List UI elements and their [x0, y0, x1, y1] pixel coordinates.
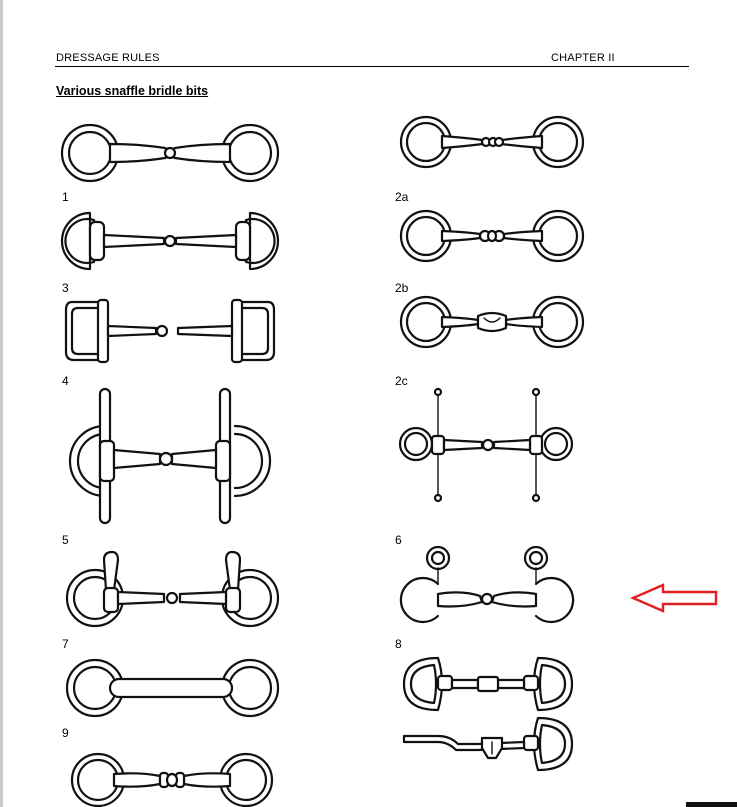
- window-corner-bar: [686, 802, 737, 807]
- bit-label-2a: 2a: [395, 190, 409, 204]
- bit-illustration-5: [60, 386, 290, 526]
- page-left-edge: [0, 0, 3, 807]
- bit-illustration-4: [60, 296, 290, 368]
- red-arrow-left-icon: [630, 582, 720, 614]
- bit-label-3: 3: [62, 281, 69, 295]
- bit-illustration-2a: [398, 206, 588, 266]
- bit-label-5: 5: [62, 533, 69, 547]
- running-header-title: DRESSAGE RULES: [56, 52, 160, 64]
- bit-illustration-8a: [398, 652, 588, 716]
- running-header-chapter: CHAPTER II: [551, 52, 615, 64]
- header-rule: [55, 66, 689, 67]
- bit-illustration-2c: [398, 386, 588, 506]
- bit-label-7: 7: [62, 637, 69, 651]
- bit-label-6: 6: [395, 533, 402, 547]
- bit-illustration-3: [60, 208, 290, 274]
- bit-illustration-1: [60, 118, 290, 188]
- bit-label-8: 8: [395, 637, 402, 651]
- bit-label-4: 4: [62, 374, 69, 388]
- bit-illustration-8b: [398, 712, 588, 776]
- bit-illustration-10: [60, 746, 290, 807]
- bit-illustration-7: [60, 546, 290, 630]
- section-title: Various snaffle bridle bits: [56, 84, 209, 98]
- bit-label-1: 1: [62, 190, 69, 204]
- bit-illustration-2b: [398, 292, 588, 352]
- bit-illustration-9: [60, 652, 290, 722]
- bit-label-2b: 2b: [395, 281, 409, 295]
- bit-label-2c: 2c: [395, 374, 408, 388]
- bit-label-9: 9: [62, 726, 69, 740]
- bit-illustration-6: [398, 544, 588, 624]
- bit-illustration-2-top: [398, 112, 588, 172]
